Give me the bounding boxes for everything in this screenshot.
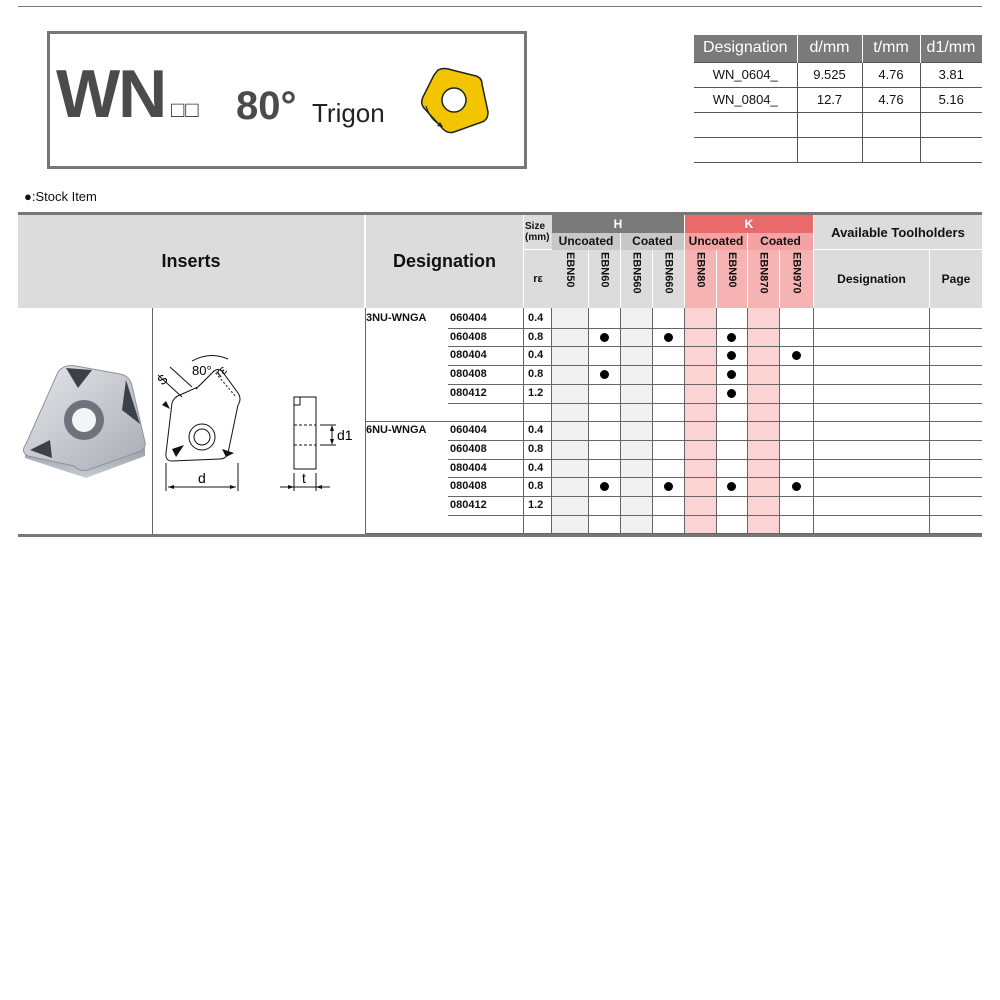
stock-dot	[727, 370, 736, 379]
h-coated-header: Coated	[621, 233, 684, 250]
size-header: Size (mm)	[524, 215, 552, 249]
insert-code: 060408	[450, 442, 487, 455]
row-divider	[448, 515, 982, 516]
dim-cell	[694, 137, 797, 162]
dim-cell	[694, 112, 797, 137]
toolholder-page-header: Page	[930, 250, 982, 308]
dim-header-t: t/mm	[862, 35, 920, 62]
stock-dot	[664, 482, 673, 491]
dim-cell: WN_0604_	[694, 62, 797, 87]
stock-dot	[727, 389, 736, 398]
dim-cell: WN_0804_	[694, 87, 797, 112]
grade-header-ebn80: EBN80	[685, 250, 716, 308]
title-subtitle: Trigon	[312, 98, 385, 128]
insert-code: 080404	[450, 349, 487, 362]
dim-row	[694, 112, 982, 137]
top-rule	[18, 6, 982, 7]
insert-photo	[22, 358, 148, 480]
insert-code: 080408	[450, 368, 487, 381]
drawing-label-s: S	[154, 371, 171, 389]
dim-cell	[797, 137, 862, 162]
dim-cell	[862, 137, 920, 162]
corner-radius: 0.4	[528, 312, 544, 324]
series-name: 6NU-WNGA	[366, 424, 427, 437]
dim-cell: 4.76	[862, 62, 920, 87]
stock-dot	[727, 351, 736, 360]
grade-header-ebn660: EBN660	[653, 250, 684, 308]
corner-radius: 1.2	[528, 499, 544, 511]
insert-code: 060408	[450, 330, 487, 343]
dim-header-designation: Designation	[694, 35, 797, 62]
re-header: rε	[524, 250, 552, 308]
corner-radius: 0.8	[528, 368, 544, 381]
stock-item-note: ●:Stock Item	[24, 189, 97, 204]
dim-row	[694, 87, 982, 112]
drawing-label-angle: 80°	[192, 363, 212, 378]
dim-cell: 3.81	[920, 62, 982, 87]
corner-radius: 1.2	[528, 386, 544, 399]
designation-header: Designation	[366, 215, 523, 308]
toolholder-designation-header: Designation	[814, 250, 929, 308]
k-coated-header: Coated	[748, 233, 813, 250]
insert-code: 080404	[450, 461, 487, 474]
dim-row	[694, 137, 982, 162]
dim-cell: 5.16	[920, 87, 982, 112]
group-k-header: K	[685, 215, 813, 233]
corner-radius: 0.4	[528, 424, 544, 437]
grid-vline	[152, 308, 153, 534]
dimension-table	[694, 35, 983, 163]
available-toolholders-header: Available Toolholders	[814, 215, 982, 249]
stock-dot	[664, 333, 673, 342]
corner-radius: 0.8	[528, 480, 544, 493]
h-uncoated-header: Uncoated	[552, 233, 620, 250]
trigon-insert-icon	[416, 66, 496, 136]
grade-header-ebn60: EBN60	[589, 250, 620, 308]
corner-radius: 0.4	[528, 461, 544, 474]
grade-header-ebn970: EBN970	[780, 250, 813, 308]
stock-dot	[600, 482, 609, 491]
grade-header-ebn90: EBN90	[717, 250, 747, 308]
insert-code: 080408	[450, 480, 487, 493]
inserts-header: Inserts	[18, 215, 365, 308]
k-uncoated-header: Uncoated	[685, 233, 747, 250]
dim-cell	[920, 112, 982, 137]
drawing-label-t: t	[302, 470, 306, 486]
dim-cell: 9.525	[797, 62, 862, 87]
dim-cell	[797, 112, 862, 137]
stock-dot	[600, 333, 609, 342]
drawing-label-re: rε	[212, 362, 230, 381]
series-name: 3NU-WNGA	[366, 312, 427, 324]
insert-code: 080412	[450, 386, 487, 399]
insert-code: 080412	[450, 499, 487, 511]
dim-cell: 12.7	[797, 87, 862, 112]
title-boxes: □□	[171, 97, 200, 122]
dim-cell: 4.76	[862, 87, 920, 112]
dim-cell	[862, 112, 920, 137]
title-box	[47, 31, 527, 169]
row-divider	[448, 403, 982, 404]
corner-radius: 0.8	[528, 330, 544, 343]
corner-radius: 0.4	[528, 349, 544, 362]
stock-dot	[727, 333, 736, 342]
grade-header-ebn560: EBN560	[621, 250, 652, 308]
dim-header-d1: d1/mm	[920, 35, 982, 62]
insert-technical-drawing	[156, 345, 361, 495]
corner-radius: 0.8	[528, 442, 544, 455]
insert-code: 060404	[450, 424, 487, 437]
grade-header-ebn50: EBN50	[552, 250, 588, 308]
dim-cell	[920, 137, 982, 162]
grade-header-ebn870: EBN870	[748, 250, 779, 308]
stock-dot	[792, 482, 801, 491]
dim-row	[694, 62, 982, 87]
title-angle: 80°	[236, 84, 297, 128]
title-main: WN	[56, 56, 166, 132]
group-h-header: H	[552, 215, 684, 233]
stock-dot	[600, 370, 609, 379]
stock-dot	[792, 351, 801, 360]
stock-dot	[727, 482, 736, 491]
dim-header-d: d/mm	[797, 35, 862, 62]
insert-code: 060404	[450, 312, 487, 324]
drawing-label-d: d	[198, 470, 206, 486]
drawing-label-d1: d1	[337, 427, 353, 443]
table-bottom-rule	[18, 534, 982, 537]
